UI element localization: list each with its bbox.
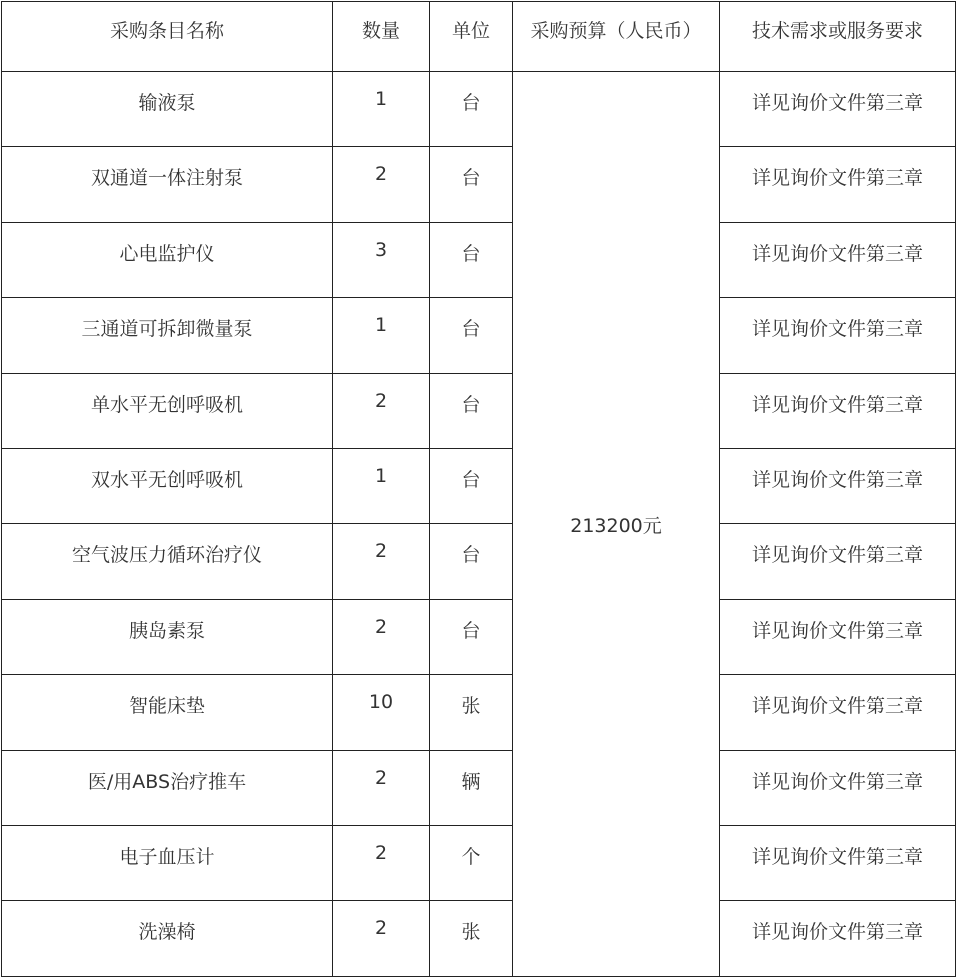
quantity-cell: 10	[333, 675, 430, 750]
header-budget: 采购预算（人民币）	[513, 2, 720, 72]
table-row	[2, 826, 956, 901]
table-row	[2, 675, 956, 750]
table-row	[2, 298, 956, 373]
requirement-cell: 详见询价文件第三章	[720, 826, 956, 901]
requirement-cell: 详见询价文件第三章	[720, 599, 956, 674]
quantity-cell: 1	[333, 449, 430, 524]
requirement-cell: 详见询价文件第三章	[720, 72, 956, 147]
quantity-cell: 3	[333, 222, 430, 297]
quantity-cell: 2	[333, 826, 430, 901]
item-name-cell: 空气波压力循环治疗仪	[2, 524, 333, 599]
requirement-cell: 详见询价文件第三章	[720, 750, 956, 825]
table-row	[2, 72, 956, 147]
unit-cell: 台	[430, 222, 513, 297]
item-name-cell: 双水平无创呼吸机	[2, 449, 333, 524]
table-row	[2, 599, 956, 674]
table-row	[2, 750, 956, 825]
item-name-cell: 智能床垫	[2, 675, 333, 750]
requirement-cell: 详见询价文件第三章	[720, 524, 956, 599]
item-name-cell: 三通道可拆卸微量泵	[2, 298, 333, 373]
requirement-cell: 详见询价文件第三章	[720, 449, 956, 524]
table-row	[2, 147, 956, 222]
item-name-cell: 单水平无创呼吸机	[2, 373, 333, 448]
table-row	[2, 373, 956, 448]
unit-cell: 辆	[430, 750, 513, 825]
requirement-cell: 详见询价文件第三章	[720, 298, 956, 373]
unit-cell: 台	[430, 373, 513, 448]
unit-cell: 台	[430, 449, 513, 524]
unit-cell: 台	[430, 599, 513, 674]
table-row	[2, 524, 956, 599]
quantity-cell: 1	[333, 298, 430, 373]
unit-cell: 张	[430, 901, 513, 977]
header-row	[2, 2, 956, 72]
requirement-cell: 详见询价文件第三章	[720, 222, 956, 297]
table-body	[2, 72, 956, 977]
quantity-cell: 2	[333, 901, 430, 977]
unit-cell: 台	[430, 524, 513, 599]
requirement-cell: 详见询价文件第三章	[720, 675, 956, 750]
unit-cell: 张	[430, 675, 513, 750]
quantity-cell: 1	[333, 72, 430, 147]
header-requirements: 技术需求或服务要求	[720, 2, 956, 72]
quantity-cell: 2	[333, 750, 430, 825]
quantity-cell: 2	[333, 147, 430, 222]
budget-total-cell: 213200元	[513, 72, 720, 977]
item-name-cell: 双通道一体注射泵	[2, 147, 333, 222]
table-header	[2, 2, 956, 72]
item-name-cell: 输液泵	[2, 72, 333, 147]
requirement-cell: 详见询价文件第三章	[720, 147, 956, 222]
header-unit: 单位	[430, 2, 513, 72]
quantity-cell: 2	[333, 373, 430, 448]
unit-cell: 个	[430, 826, 513, 901]
header-quantity: 数量	[333, 2, 430, 72]
header-item-name: 采购条目名称	[2, 2, 333, 72]
unit-cell: 台	[430, 72, 513, 147]
requirement-cell: 详见询价文件第三章	[720, 373, 956, 448]
table-row	[2, 222, 956, 297]
requirement-cell: 详见询价文件第三章	[720, 901, 956, 977]
item-name-cell: 电子血压计	[2, 826, 333, 901]
unit-cell: 台	[430, 298, 513, 373]
table-row	[2, 449, 956, 524]
quantity-cell: 2	[333, 599, 430, 674]
item-name-cell: 胰岛素泵	[2, 599, 333, 674]
table-row	[2, 901, 956, 977]
item-name-cell: 洗澡椅	[2, 901, 333, 977]
quantity-cell: 2	[333, 524, 430, 599]
item-name-cell: 医/用ABS治疗推车	[2, 750, 333, 825]
procurement-table	[1, 1, 956, 977]
unit-cell: 台	[430, 147, 513, 222]
item-name-cell: 心电监护仪	[2, 222, 333, 297]
